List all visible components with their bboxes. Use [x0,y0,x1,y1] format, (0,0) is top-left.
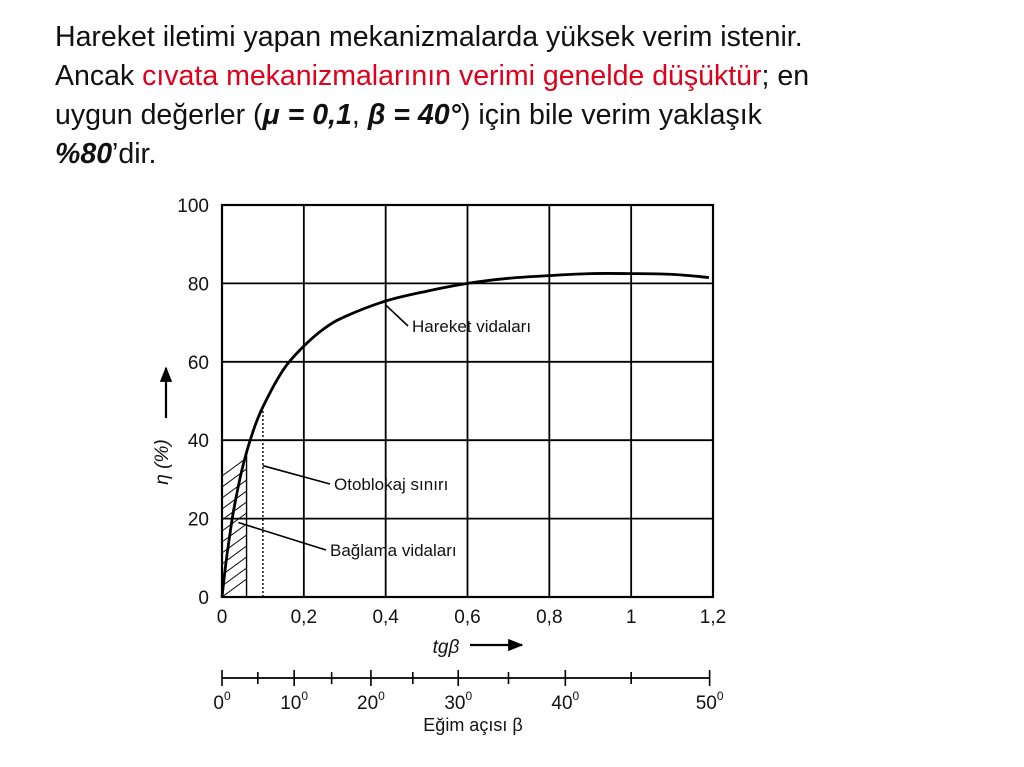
y-tick-label: 0 [198,588,209,609]
slide-line-4-end: ’dir. [112,138,157,170]
y-tick-label: 60 [187,352,209,374]
fastening-region [222,407,263,597]
hatch-line [222,579,247,597]
secondary-tick-label: $50^0$ [695,689,724,714]
slide-line-2-end: ; en [761,60,810,92]
slide-line-3-sep: , [351,99,368,131]
secondary-tick-label: $10^0$ [280,689,309,714]
x-tick-label: 0,4 [372,607,399,628]
x-tick-label: 1 [625,607,637,628]
slide-line-2-highlight: cıvata mekanizmalarının verimi genelde düşüktür [142,60,762,92]
secondary-tick-label: $40^0$ [551,689,580,714]
annotation-label: Hareket vidaları [412,317,532,336]
hatch-line [222,524,247,542]
secondary-tick-label: $30^0$ [444,689,473,714]
slide-line-2-start: Ancak [55,60,143,92]
hatch-line [222,480,247,498]
slide-line-1: Hareket iletimi yapan mekanizmalarda yüksek verim istenir. [55,21,803,53]
hatch-line [222,513,247,531]
slide-line-3-start: uygun değerler ( [55,99,263,131]
hatch-line [222,535,247,553]
x-tick-label: 0,8 [536,607,563,628]
slide-beta-value: β = 40° [367,99,461,131]
annotation-label: Otoblokaj sınırı [334,475,449,494]
x-tick-label: 0 [216,607,228,628]
x-tick-label: 1,2 [699,607,727,628]
chart-annotations [238,305,531,560]
x-axis-label: tgβ [432,637,460,658]
x-tick-label: 0,2 [290,607,318,628]
secondary-tick-label: $0^0$ [213,689,231,714]
plot-grid [222,205,713,597]
slide-efficiency-value: %80 [55,138,113,170]
secondary-axis-label: Eğim açısı β [423,715,523,735]
y-tick-label: 80 [187,274,209,296]
y-tick-label: 100 [177,196,209,217]
annotation-leader-line [263,466,330,484]
annotation-label: Bağlama vidaları [330,541,457,560]
y-axis-label: η (%) [152,439,173,485]
slide-line-3-end: ) için bile verim yaklaşık [460,99,762,131]
secondary-tick-label: $20^0$ [357,689,385,714]
slide-mu-value: μ = 0,1 [262,99,352,131]
x-tick-label: 0,6 [454,607,481,628]
annotation-leader-line [238,523,326,550]
y-tick-label: 20 [187,509,209,531]
y-tick-label: 40 [187,431,209,453]
annotation-leader-line [386,305,408,326]
